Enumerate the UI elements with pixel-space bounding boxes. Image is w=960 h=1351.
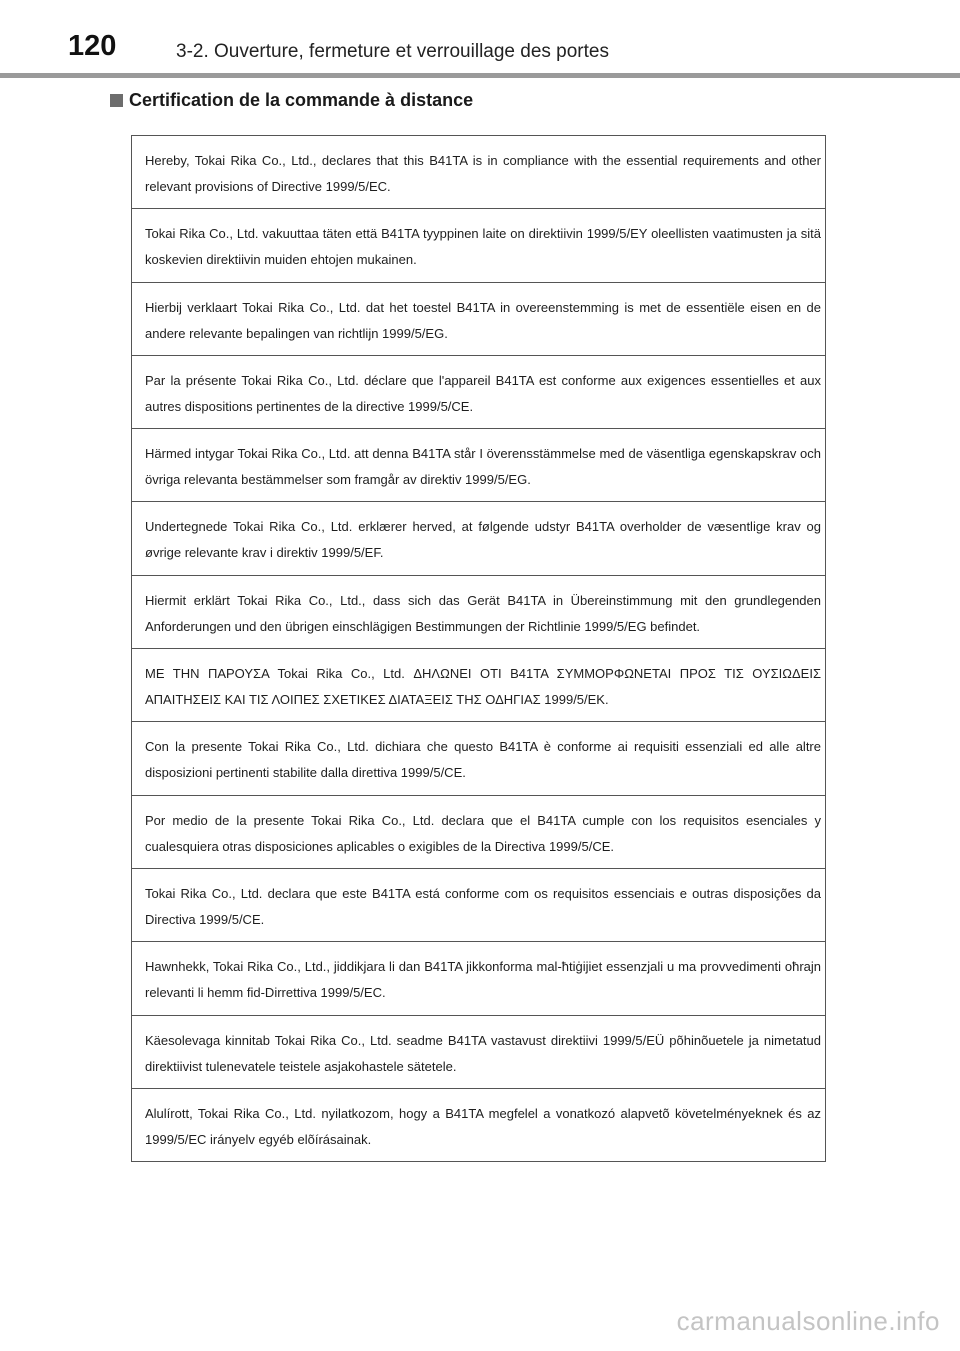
page-header: [0, 0, 960, 76]
certification-text: Con la presente Tokai Rika Co., Ltd. dichiara che questo B41TA è conforme ai requisiti essenziali ed alle altre disposizioni pertinenti stabilite dalla direttiva 1999/5/CE.: [145, 739, 821, 781]
certification-row-maltese: [132, 942, 825, 1015]
square-bullet-icon: [110, 94, 123, 107]
certification-row-estonian: [132, 1016, 825, 1089]
certification-text: Par la présente Tokai Rika Co., Ltd. déclare que l'appareil B41TA est conforme aux exigences essentielles et aux autres dispositions pertinentes de la directive 1999/5/CE.: [145, 372, 821, 414]
certification-text: Hierbij verklaart Tokai Rika Co., Ltd. dat het toestel B41TA in overeenstemming is met de essentiële eisen en de andere relevante bepalingen van richtlijn 1999/5/EG.: [145, 299, 821, 341]
chapter-title: 3-2. Ouverture, fermeture et verrouillage des portes: [176, 41, 609, 62]
certification-text: Undertegnede Tokai Rika Co., Ltd. erklærer herved, at følgende udstyr B41TA overholder de væsentlige krav og øvrige relevante krav i direktiv 1999/5/EF.: [145, 519, 821, 561]
section-heading: [110, 90, 473, 111]
certification-text: Tokai Rika Co., Ltd. declara que este B41TA está conforme com os requisitos essenciais e outras disposições da Directiva 1999/5/CE.: [145, 885, 821, 927]
certification-text: Härmed intygar Tokai Rika Co., Ltd. att denna B41TA står I överensstämmelse med de väsentliga egenskapskrav och övriga relevanta bestämmelser som framgår av direktiv 1999/5/EG.: [145, 446, 821, 488]
certification-row-italian: [132, 722, 825, 795]
certification-row-spanish: [132, 796, 825, 869]
certification-row-portuguese: [132, 869, 825, 942]
certification-row-english: [132, 136, 825, 209]
certification-row-french: [132, 356, 825, 429]
certification-text: Hiermit erklärt Tokai Rika Co., Ltd., dass sich das Gerät B41TA in Übereinstimmung mit den grundlegenden Anforderungen und den übrigen einschlägigen Bestimmungen der Richtlinie 1999/5/EG befindet.: [145, 592, 821, 634]
certification-text: ΜΕ ΤΗΝ ΠΑΡΟΥΣΑ Tokai Rika Co., Ltd. ΔΗΛΩΝΕΙ ΟΤΙ B41TA ΣΥΜΜΟΡΦΩΝΕΤΑΙ ΠΡΟΣ ΤΙΣ ΟΥΣΙΩΔΕΙΣ ΑΠΑΙΤΗΣΕΙΣ ΚΑΙ ΤΙΣ ΛΟΙΠΕΣ ΣΧΕΤΙΚΕΣ ΔΙΑΤΑΞΕΙΣ ΤΗΣ ΟΔΗΓΙΑΣ 1999/5/ΕΚ.: [145, 666, 821, 708]
certification-text: Tokai Rika Co., Ltd. vakuuttaa täten että B41TA tyyppinen laite on direktiivin 1999/5/EY oleellisten vaatimusten ja sitä koskevien direktiivin muiden ehtojen mukainen.: [145, 226, 821, 268]
section-heading-text: Certification de la commande à distance: [129, 90, 474, 110]
site-watermark: carmanualsonline.info: [676, 1306, 940, 1336]
certification-row-greek: [132, 649, 825, 722]
certification-table: [131, 135, 826, 1162]
certification-row-swedish: [132, 429, 825, 502]
header-divider: [0, 73, 960, 78]
certification-row-danish: [132, 502, 825, 575]
certification-row-finnish: [132, 209, 825, 282]
certification-text: Hawnhekk, Tokai Rika Co., Ltd., jiddikjara li dan B41TA jikkonforma mal-ħtiġijiet essenzjali u ma provvedimenti oħrajn relevanti li hemm fid-Dirrettiva 1999/5/EC.: [145, 959, 821, 1001]
certification-row-german: [132, 576, 825, 649]
page-number: 120: [68, 30, 117, 62]
certification-text: Käesolevaga kinnitab Tokai Rika Co., Ltd. seadme B41TA vastavust direktiivi 1999/5/EÜ põhinõuetele ja nimetatud direktiivist tulenevatele teistele asjakohastele sätetele.: [145, 1032, 821, 1074]
certification-row-hungarian: [132, 1089, 825, 1162]
certification-text: Hereby, Tokai Rika Co., Ltd., declares that this B41TA is in compliance with the essential requirements and other relevant provisions of Directive 1999/5/EC.: [145, 153, 821, 194]
certification-text: Por medio de la presente Tokai Rika Co., Ltd. declara que el B41TA cumple con los requisitos esenciales y cualesquiera otras disposiciones aplicables o exigibles de la Directiva 1999/5/CE.: [145, 812, 821, 854]
certification-text: Alulírott, Tokai Rika Co., Ltd. nyilatkozom, hogy a B41TA megfelel a vonatkozó alapvetõ követelményeknek és az 1999/5/EC irányelv egyéb elõírásainak.: [145, 1105, 821, 1147]
certification-row-dutch: [132, 283, 825, 356]
